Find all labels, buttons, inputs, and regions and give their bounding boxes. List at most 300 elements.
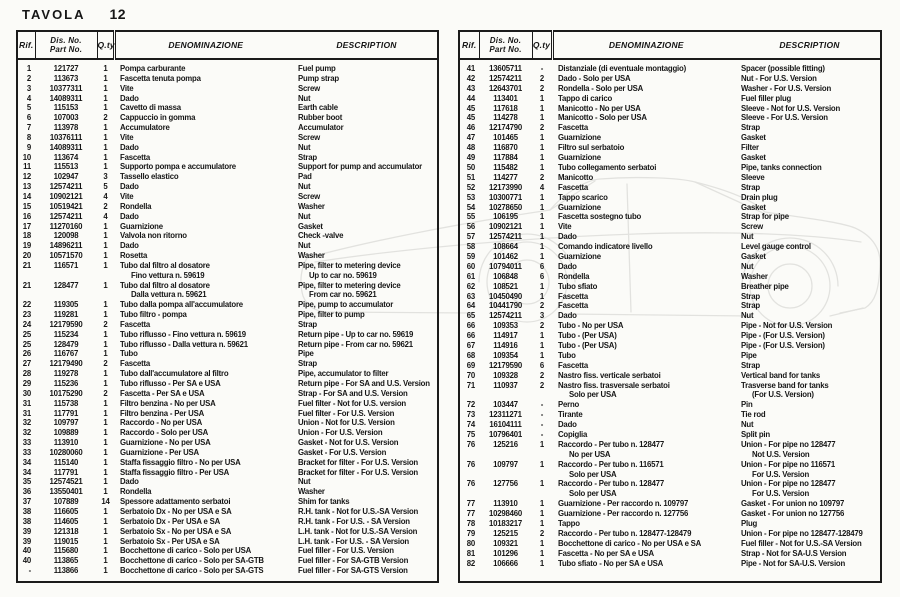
part-row (459, 430, 881, 440)
qty-cell: 1 (539, 350, 545, 360)
part-row (17, 448, 438, 458)
qty-cell: 1 (103, 418, 108, 428)
rif-cell: 47 (466, 133, 475, 143)
header-description: DESCRIPTION (296, 31, 438, 59)
tavola-label: TAVOLA (22, 7, 86, 22)
qty-cell: 2 (539, 370, 545, 380)
denominazione-cell: Fascetta (120, 152, 151, 162)
description-cell: Strap (298, 152, 317, 162)
part-row (17, 477, 438, 487)
qty-cell: 1 (103, 516, 108, 526)
part-row (17, 251, 438, 261)
tavola-number: 12 (109, 6, 127, 22)
part-row (459, 301, 881, 311)
qty-cell: 1 (539, 340, 545, 350)
denominazione-cell: Tubo sfiato - No per SA e USA (558, 558, 664, 568)
part-number-cell: 102947 (53, 172, 79, 182)
description-cell: Accumulator (298, 123, 344, 133)
part-number-cell: 106848 (493, 271, 518, 281)
description-cell: Return pipe - For SA and U.S. Version (298, 379, 430, 388)
part-row (17, 517, 438, 527)
part-number-cell: 119278 (53, 369, 79, 379)
part-number-cell: 127756 (493, 479, 518, 489)
rif-cell: 21 (22, 280, 31, 290)
part-row (17, 153, 438, 163)
denominazione-cell: Tubo dal filtro al dosatore Fino vettura n. 59619 (120, 260, 210, 280)
part-row (459, 549, 881, 559)
qty-cell: 1 (539, 212, 545, 222)
rif-cell: 56 (466, 222, 475, 232)
denominazione-cell: Dado (558, 420, 577, 430)
part-row (17, 182, 438, 192)
part-number-cell: 113910 (53, 438, 79, 448)
part-number-cell: 110937 (493, 380, 518, 390)
part-number-cell: 10280060 (49, 447, 83, 457)
rif-cell: 77 (466, 509, 475, 519)
qty-cell: 2 (103, 201, 108, 211)
description-cell: Pipe, accumulator to filter (298, 369, 389, 379)
qty-cell: 2 (539, 73, 545, 83)
rif-cell: 31 (22, 398, 31, 408)
qty-cell: 14 (101, 497, 110, 507)
description-cell: Screw (741, 222, 763, 232)
description-cell: Shim for tanks (298, 497, 350, 507)
qty-cell: 1 (539, 281, 545, 291)
rif-cell: 16 (22, 211, 31, 221)
part-number-cell: 125216 (493, 439, 518, 449)
qty-cell: 1 (539, 162, 545, 172)
denominazione-cell: Vite (558, 222, 572, 232)
denominazione-cell: Dado (120, 211, 139, 221)
part-row (17, 310, 438, 320)
denominazione-cell: Fascetta sostegno tubo (558, 212, 642, 222)
part-number-cell: 10796401 (488, 429, 523, 439)
qty-cell: 2 (103, 319, 108, 329)
qty-cell: 1 (103, 566, 108, 576)
part-row (17, 94, 438, 104)
rif-cell: 50 (466, 162, 475, 172)
part-number-cell: 115236 (53, 379, 79, 388)
qty-cell: 1 (103, 339, 108, 349)
header-description: DESCRIPTION (739, 31, 881, 59)
denominazione-cell: Dado - Solo per USA (558, 73, 631, 83)
description-cell: Fuel filler - For SA-GTS Version (298, 566, 408, 576)
qty-cell: 1 (103, 447, 108, 457)
rif-cell: 2 (26, 73, 31, 83)
part-number-cell: 114277 (493, 172, 518, 182)
qty-cell: 1 (539, 499, 545, 509)
rif-cell: 46 (466, 123, 475, 133)
part-number-cell: 116767 (53, 349, 79, 359)
denominazione-cell: Guarnizione - Per raccordo n. 109797 (558, 499, 689, 509)
description-cell: Union - For pipe no 116571 For U.S. Version (741, 459, 836, 479)
qty-cell: 4 (539, 182, 545, 192)
denominazione-cell: Dado (558, 261, 577, 271)
description-cell: Level gauge control (741, 242, 811, 252)
qty-cell: 1 (103, 221, 108, 231)
description-cell: Check -valve (298, 231, 344, 241)
description-cell: Nut (741, 311, 754, 321)
denominazione-cell: Manicotto (558, 172, 594, 182)
part-number-cell: 108521 (493, 281, 518, 291)
qty-cell: 1 (103, 408, 108, 418)
part-row (17, 438, 438, 448)
description-cell: Fuel filler - For SA-GTB Version (298, 556, 409, 566)
part-row (17, 103, 438, 113)
rif-cell: 70 (466, 370, 475, 380)
description-cell: Gasket (741, 153, 766, 163)
description-cell: Screw (298, 191, 320, 201)
rif-cell: 54 (466, 202, 475, 212)
denominazione-cell: Guarnizione (558, 153, 601, 163)
description-cell: L.H. tank - Not for U.S.-SA Version (298, 526, 418, 536)
part-row (459, 361, 881, 371)
rif-cell: 30 (22, 388, 31, 398)
qty-cell: 1 (539, 519, 545, 528)
rif-cell: 65 (466, 311, 475, 321)
description-cell: Pipe - Not for U.S. Version (741, 321, 833, 331)
part-number-cell: 101296 (493, 548, 518, 558)
description-cell: Screw (298, 132, 320, 142)
rif-cell: 28 (22, 369, 31, 379)
denominazione-cell: Bocchettone di carico - Solo per USA (120, 546, 252, 556)
part-row (459, 282, 881, 292)
part-number-cell: 106195 (493, 212, 518, 222)
qty-cell: 4 (103, 191, 108, 201)
description-cell: Pipe, filter to metering device Up to car no. 59619 (298, 260, 401, 280)
part-number-cell: 10278650 (488, 202, 523, 212)
rif-cell: 18 (22, 231, 31, 241)
rif-cell: 3 (26, 83, 31, 93)
rif-cell: 25 (22, 339, 31, 349)
rif-cell: 32 (22, 428, 31, 438)
part-number-cell: 119305 (53, 300, 79, 310)
denominazione-cell: Copiglia (558, 429, 588, 439)
denominazione-cell: Manicotto - No per USA (558, 103, 641, 113)
description-cell: Gasket - For U.S. Version (298, 447, 387, 457)
description-cell: Bracket for filter - For U.S. Version (298, 457, 418, 467)
part-row (17, 172, 438, 182)
denominazione-cell: Fascetta (558, 360, 589, 370)
rif-cell: 39 (22, 536, 31, 546)
part-number-cell: 14089311 (49, 142, 83, 152)
denominazione-cell: Bocchettone di carico - Solo per SA-GTS (120, 566, 264, 576)
part-row (17, 231, 438, 241)
qty-cell: 1 (103, 487, 108, 497)
part-row (17, 458, 438, 468)
rif-cell: 61 (466, 271, 475, 281)
part-row (17, 566, 438, 582)
description-cell: Drain plug (741, 192, 778, 202)
part-row (17, 123, 438, 133)
part-number-cell: 109353 (493, 321, 518, 331)
denominazione-cell: Guarnizione - Per raccordo n. 127756 (558, 509, 689, 519)
rif-cell: 34 (22, 467, 31, 477)
rif-cell: 63 (466, 291, 475, 301)
part-row (459, 499, 881, 509)
qty-cell: 1 (103, 132, 108, 142)
qty-cell: 6 (539, 271, 545, 281)
part-row (17, 340, 438, 350)
rif-cell: 53 (466, 192, 475, 202)
denominazione-cell: Dado (120, 477, 139, 487)
rif-cell: 69 (466, 360, 475, 370)
description-cell: Gasket (741, 251, 766, 261)
part-row (459, 183, 881, 193)
qty-cell: 1 (539, 538, 545, 548)
rif-cell: 76 (466, 439, 475, 449)
denominazione-cell: Fascetta (558, 123, 589, 133)
description-cell: Return pipe - Up to car no. 59619 (298, 329, 414, 339)
description-cell: Plug (741, 519, 758, 528)
qty-cell: 3 (103, 172, 108, 182)
qty-cell: 1 (539, 103, 545, 113)
qty-cell: 1 (103, 329, 108, 339)
description-cell: Tie rod (741, 410, 766, 420)
part-row (17, 281, 438, 301)
denominazione-cell: Raccordo - Solo per USA (120, 428, 209, 438)
description-cell: Nut (298, 241, 311, 251)
part-number-cell: 12574521 (49, 477, 83, 487)
qty-cell: 1 (103, 428, 108, 438)
rif-cell: 66 (466, 331, 475, 341)
denominazione-cell: Tubo sfiato (558, 281, 598, 291)
denominazione-cell: Staffa fissaggio filtro - No per USA (120, 457, 241, 467)
part-row (17, 192, 438, 202)
part-row (459, 440, 881, 460)
denominazione-cell: Tubo riflusso - Dalla vettura n. 59621 (120, 339, 248, 349)
qty-cell: 1 (103, 64, 108, 73)
description-cell: Fuel filler - For U.S. Version (298, 546, 394, 556)
rif-cell: 55 (466, 212, 475, 222)
denominazione-cell: Raccordo - Per tubo n. 116571 Solo per USA (558, 459, 664, 479)
denominazione-cell: Guarnizione - Per USA (120, 447, 199, 457)
qty-cell: 1 (539, 113, 545, 123)
denominazione-cell: Fascetta (558, 182, 589, 192)
part-number-cell: 13605711 (489, 64, 522, 73)
qty-cell: 2 (539, 528, 545, 538)
part-number-cell: 115513 (53, 162, 79, 172)
qty-cell: 1 (103, 83, 108, 93)
qty-cell: 1 (103, 546, 108, 556)
description-cell: Strap (298, 359, 317, 369)
denominazione-cell: Supporto pompa e accumulatore (120, 162, 236, 172)
description-cell: Washer (298, 201, 325, 211)
description-cell: Strap (741, 360, 760, 370)
description-cell: Nut (298, 211, 311, 221)
part-row (459, 529, 881, 539)
denominazione-cell: Rondella (558, 271, 590, 281)
description-cell: Pipe, pump to accumulator (298, 300, 394, 310)
description-cell: Nut - For U.S. Version (741, 73, 817, 83)
header-part-no: Dis. No. Part No. (35, 31, 97, 59)
denominazione-cell: Guarnizione (558, 202, 601, 212)
description-cell: Gasket - For union no 109797 (741, 499, 845, 509)
rif-cell: 59 (466, 251, 475, 261)
rif-cell: 72 (466, 400, 475, 410)
denominazione-cell: Tappo scarico (558, 192, 608, 202)
part-number-cell: 113866 (53, 566, 79, 576)
qty-cell: 1 (103, 536, 108, 546)
denominazione-cell: Tassello elastico (120, 172, 179, 182)
qty-cell: 1 (103, 457, 108, 467)
part-row (17, 162, 438, 172)
part-number-cell: 117884 (493, 153, 518, 163)
part-number-cell: 119281 (53, 310, 79, 320)
rif-cell: 79 (466, 528, 475, 538)
qty-cell: 2 (539, 380, 545, 390)
part-row (459, 133, 881, 143)
description-cell: Nut (741, 420, 754, 430)
qty-cell: 1 (539, 479, 545, 489)
part-number-cell: 14896211 (49, 241, 83, 251)
part-number-cell: 106666 (493, 558, 518, 568)
rif-cell: 42 (466, 73, 475, 83)
part-number-cell: 10441790 (488, 301, 523, 311)
qty-cell: 1 (103, 152, 108, 162)
rif-cell: 22 (22, 300, 31, 310)
qty-cell: 2 (539, 123, 545, 133)
qty-cell: 1 (539, 439, 545, 449)
denominazione-cell: Fascetta (120, 359, 151, 369)
rif-cell: 44 (466, 93, 475, 103)
description-cell: Washer (298, 487, 325, 497)
qty-cell: 1 (103, 123, 108, 133)
part-row (17, 487, 438, 497)
denominazione-cell: Tubo (558, 350, 576, 360)
qty-cell: 1 (539, 548, 545, 558)
part-number-cell: 103447 (493, 400, 518, 410)
qty-cell: 1 (539, 459, 545, 469)
qty-cell: 1 (103, 477, 108, 487)
part-row (459, 272, 881, 282)
qty-cell: 6 (539, 261, 545, 271)
description-cell: Gasket (741, 133, 766, 143)
part-number-cell: 114605 (53, 516, 79, 526)
qty-cell: 2 (103, 113, 108, 123)
description-cell: Screw (298, 83, 320, 93)
denominazione-cell: Tirante (558, 410, 583, 420)
part-row (459, 311, 881, 321)
part-number-cell: 113401 (493, 93, 518, 103)
denominazione-cell: Raccordo - Per tubo n. 128477 Solo per USA (558, 479, 664, 499)
part-row (17, 143, 438, 153)
denominazione-cell: Tubo dall'accumulatore al filtro (120, 369, 229, 379)
rif-cell: 73 (466, 410, 475, 420)
part-number-cell: 109328 (493, 370, 518, 380)
qty-cell: 1 (539, 509, 545, 519)
rif-cell: 45 (466, 113, 475, 123)
rif-cell: 64 (466, 301, 475, 311)
denominazione-cell: Bocchettone di carico - No per USA e SA (558, 538, 702, 548)
qty-cell: 1 (539, 153, 545, 163)
part-number-cell: 117618 (493, 103, 518, 113)
rif-cell: 78 (466, 519, 475, 528)
part-row (17, 389, 438, 399)
description-cell: Washer (741, 271, 768, 281)
part-row (17, 300, 438, 310)
part-row (17, 379, 438, 389)
rif-cell: 24 (22, 319, 31, 329)
description-cell: Pad (298, 172, 312, 182)
denominazione-cell: Fascetta (120, 319, 151, 329)
denominazione-cell: Valvola non ritorno (120, 231, 187, 241)
part-row (17, 359, 438, 369)
part-number-cell: 10571570 (49, 251, 83, 261)
denominazione-cell: Filtro benzina - Per USA (120, 408, 205, 418)
rif-cell: 81 (466, 548, 475, 558)
part-row (459, 212, 881, 222)
description-cell: Pipe - (For U.S. Version) (741, 340, 825, 350)
header-row (459, 31, 881, 59)
part-number-cell: 101465 (493, 133, 518, 143)
part-number-cell: 116605 (53, 506, 79, 516)
description-cell: Return pipe - From car no. 59621 (298, 339, 413, 349)
part-row (459, 163, 881, 173)
rif-cell: 82 (466, 558, 475, 568)
denominazione-cell: Tubo dal filtro al dosatore Dalla vettura n. 59621 (120, 280, 210, 300)
description-cell: Sleeve - Not for U.S. Version (741, 103, 841, 113)
qty-cell: 1 (103, 438, 108, 448)
part-number-cell: 12179490 (49, 359, 83, 369)
qty-cell: 1 (539, 558, 545, 568)
part-number-cell: 10450490 (488, 291, 523, 301)
parts-table-left (16, 30, 439, 583)
part-number-cell: 117791 (53, 467, 79, 477)
description-cell: Strap - For SA and U.S. Version (298, 388, 408, 398)
qty-cell: 1 (539, 242, 545, 252)
rif-cell: 5 (26, 103, 31, 113)
description-cell: Union - For U.S. Version (298, 428, 383, 438)
description-cell: Pipe, filter to metering device From car no. 59621 (298, 280, 401, 300)
description-cell: Strap (741, 123, 760, 133)
page-title (22, 6, 126, 24)
rif-cell: 60 (466, 261, 475, 271)
denominazione-cell: Tubo - (Per USA) (558, 331, 617, 341)
description-cell: Union - For pipe no 128477 For U.S. Version (741, 479, 836, 499)
denominazione-cell: Tubo filtro - pompa (120, 310, 187, 320)
part-number-cell: 107889 (53, 497, 79, 507)
denominazione-cell: Cavetto di massa (120, 103, 181, 113)
rif-cell: 75 (466, 429, 475, 439)
header-qty: Q.ty (97, 31, 114, 59)
denominazione-cell: Perno (558, 400, 580, 410)
part-number-cell: 109797 (493, 459, 518, 469)
qty-cell: 1 (539, 192, 545, 202)
rif-cell: 67 (466, 340, 475, 350)
qty-cell: 2 (539, 172, 545, 182)
description-cell: Fuel filler plug (741, 93, 792, 103)
part-number-cell: 128477 (53, 280, 79, 290)
denominazione-cell: Dado (120, 182, 139, 192)
rif-cell: 19 (22, 241, 31, 251)
qty-cell: - (540, 420, 544, 430)
rif-cell: 17 (22, 221, 31, 231)
rif-cell: 45 (466, 103, 475, 113)
qty-cell: 1 (539, 222, 545, 232)
description-cell: Pump strap (298, 73, 339, 83)
qty-cell: 2 (539, 321, 545, 331)
description-cell: Gasket (298, 221, 323, 231)
part-number-cell: 115153 (53, 103, 79, 113)
rif-cell: 6 (26, 113, 31, 123)
part-row (459, 400, 881, 410)
description-cell: Vertical band for tanks (741, 370, 821, 380)
rif-cell: 76 (466, 459, 475, 469)
rif-cell: 14 (22, 191, 31, 201)
part-number-cell: 10377311 (49, 83, 83, 93)
description-cell: Union - For pipe no 128477 Not U.S. Version (741, 439, 836, 459)
